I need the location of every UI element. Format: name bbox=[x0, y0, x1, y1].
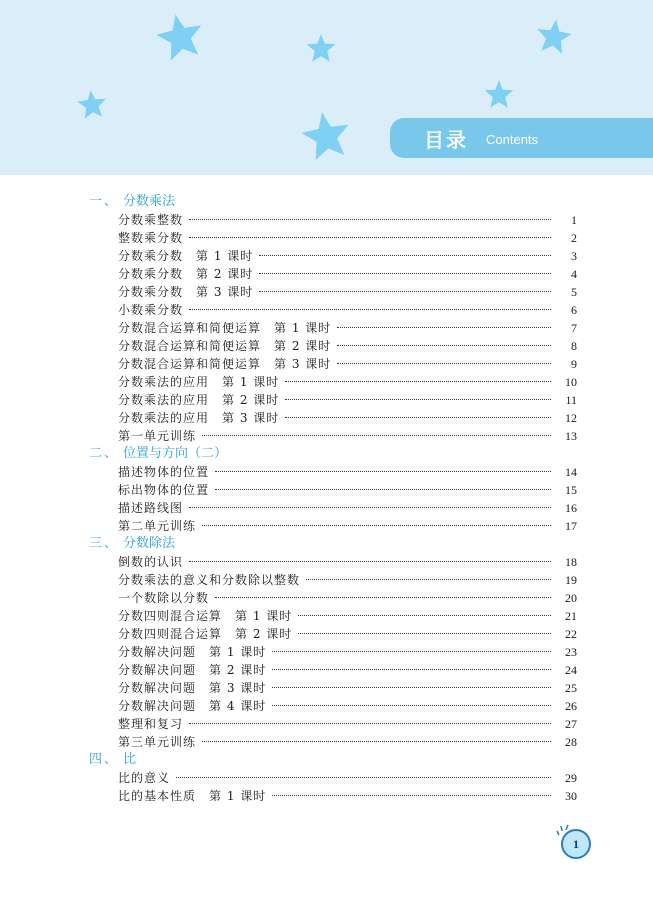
star-icon bbox=[300, 110, 352, 160]
page-number: 1 bbox=[573, 837, 579, 851]
toc-entry-page: 13 bbox=[565, 429, 577, 443]
toc-entry-label: 分数解决问题 第 2 课时 bbox=[118, 663, 267, 677]
dot-leader bbox=[189, 236, 551, 238]
toc-entry[interactable] bbox=[0, 661, 653, 679]
dot-leader bbox=[189, 218, 551, 220]
section-number: 二、 bbox=[89, 446, 120, 461]
toc-entry[interactable] bbox=[0, 319, 653, 337]
toc-entry-page: 23 bbox=[565, 645, 577, 659]
toc-entry-page: 19 bbox=[565, 573, 577, 587]
toc-entry[interactable] bbox=[0, 625, 653, 643]
toc-entry-page: 4 bbox=[571, 267, 577, 281]
toc-entry-label: 分数乘法的意义和分数除以整数 bbox=[118, 573, 301, 587]
toc-entry-label: 分数乘分数 第 1 课时 bbox=[118, 249, 254, 263]
toc-entry-label: 第一单元训练 bbox=[118, 429, 197, 443]
dot-leader bbox=[272, 650, 551, 652]
toc-entry-page: 1 bbox=[571, 213, 577, 227]
section-title: 位置与方向（二） bbox=[123, 446, 228, 461]
star-icon bbox=[305, 33, 337, 63]
section-heading bbox=[0, 445, 653, 463]
toc-entry[interactable] bbox=[0, 427, 653, 445]
toc-entry-label: 分数乘分数 第 3 课时 bbox=[118, 285, 254, 299]
page-number-badge bbox=[561, 829, 591, 859]
dot-leader bbox=[272, 686, 551, 688]
toc-entry-page: 28 bbox=[565, 735, 577, 749]
toc-entry-label: 分数混合运算和简便运算 第 2 课时 bbox=[118, 339, 332, 353]
toc-entry-page: 27 bbox=[565, 717, 577, 731]
toc-entry[interactable] bbox=[0, 733, 653, 751]
toc-entry-label: 第二单元训练 bbox=[118, 519, 197, 533]
star-icon bbox=[76, 89, 108, 119]
star-icon bbox=[155, 12, 205, 60]
toc-entry-label: 分数乘法的应用 第 1 课时 bbox=[118, 375, 280, 389]
dot-leader bbox=[215, 470, 551, 472]
toc-entry[interactable] bbox=[0, 409, 653, 427]
toc-entry-page: 7 bbox=[571, 321, 577, 335]
toc-entry-page: 2 bbox=[571, 231, 577, 245]
toc-entry[interactable] bbox=[0, 643, 653, 661]
dot-leader bbox=[337, 344, 551, 346]
toc-entry-page: 22 bbox=[565, 627, 577, 641]
toc-entry-label: 分数解决问题 第 3 课时 bbox=[118, 681, 267, 695]
star-icon bbox=[535, 18, 573, 54]
toc-entry[interactable] bbox=[0, 697, 653, 715]
toc-entry-page: 18 bbox=[565, 555, 577, 569]
toc-entry-label: 比的意义 bbox=[118, 771, 171, 785]
toc-entry-page: 30 bbox=[565, 789, 577, 803]
toc-entry[interactable] bbox=[0, 481, 653, 499]
dot-leader bbox=[259, 272, 551, 274]
dot-leader bbox=[202, 740, 551, 742]
dot-leader bbox=[259, 290, 551, 292]
toc-entry-page: 12 bbox=[565, 411, 577, 425]
toc-entry[interactable] bbox=[0, 607, 653, 625]
toc-entry-label: 小数乘分数 bbox=[118, 303, 184, 317]
toc-entry-label: 分数乘分数 第 2 课时 bbox=[118, 267, 254, 281]
toc-entry-page: 25 bbox=[565, 681, 577, 695]
toc-entry-page: 14 bbox=[565, 465, 577, 479]
toc-entry[interactable] bbox=[0, 301, 653, 319]
toc-entry[interactable] bbox=[0, 499, 653, 517]
toc-entry[interactable] bbox=[0, 679, 653, 697]
title-english: Contents bbox=[486, 132, 539, 147]
dot-leader bbox=[189, 308, 551, 310]
toc-entry[interactable] bbox=[0, 283, 653, 301]
toc-entry-label: 分数乘法的应用 第 2 课时 bbox=[118, 393, 280, 407]
contents-title-banner bbox=[390, 118, 653, 158]
toc-entry-label: 一个数除以分数 bbox=[118, 591, 210, 605]
toc-entry-label: 描述路线图 bbox=[118, 501, 184, 515]
toc-entry[interactable] bbox=[0, 265, 653, 283]
toc-entry-label: 分数混合运算和简便运算 第 1 课时 bbox=[118, 321, 332, 335]
section-title: 分数乘法 bbox=[123, 194, 176, 209]
section-heading bbox=[0, 535, 653, 553]
toc-entry[interactable] bbox=[0, 517, 653, 535]
table-of-contents bbox=[0, 193, 653, 805]
header-banner bbox=[0, 0, 653, 175]
toc-entry-page: 10 bbox=[565, 375, 577, 389]
toc-entry-page: 8 bbox=[571, 339, 577, 353]
dot-leader bbox=[189, 506, 551, 508]
dot-leader bbox=[306, 578, 551, 580]
toc-entry-label: 分数四则混合运算 第 2 课时 bbox=[118, 627, 293, 641]
toc-entry[interactable] bbox=[0, 373, 653, 391]
toc-entry[interactable] bbox=[0, 391, 653, 409]
toc-entry-page: 6 bbox=[571, 303, 577, 317]
section-title: 比 bbox=[123, 752, 137, 767]
dot-leader bbox=[272, 704, 551, 706]
dot-leader bbox=[272, 668, 551, 670]
dot-leader bbox=[285, 380, 551, 382]
section-number: 一、 bbox=[89, 194, 120, 209]
toc-entry[interactable] bbox=[0, 229, 653, 247]
toc-entry[interactable] bbox=[0, 463, 653, 481]
toc-entry[interactable] bbox=[0, 571, 653, 589]
dot-leader bbox=[337, 326, 551, 328]
dot-leader bbox=[202, 434, 551, 436]
toc-entry-label: 分数四则混合运算 第 1 课时 bbox=[118, 609, 293, 623]
toc-entry[interactable] bbox=[0, 769, 653, 787]
toc-entry-page: 17 bbox=[565, 519, 577, 533]
toc-entry-page: 5 bbox=[571, 285, 577, 299]
toc-entry-label: 比的基本性质 第 1 课时 bbox=[118, 789, 267, 803]
toc-entry-label: 分数混合运算和简便运算 第 3 课时 bbox=[118, 357, 332, 371]
toc-entry[interactable] bbox=[0, 589, 653, 607]
toc-entry[interactable] bbox=[0, 787, 653, 805]
dot-leader bbox=[272, 794, 551, 796]
star-icon bbox=[483, 79, 515, 109]
dot-leader bbox=[202, 524, 551, 526]
dot-leader bbox=[298, 632, 551, 634]
toc-entry-label: 描述物体的位置 bbox=[118, 465, 210, 479]
toc-entry-label: 分数乘法的应用 第 3 课时 bbox=[118, 411, 280, 425]
toc-entry-page: 26 bbox=[565, 699, 577, 713]
toc-entry-label: 第三单元训练 bbox=[118, 735, 197, 749]
dot-leader bbox=[176, 776, 551, 778]
toc-entry-label: 分数解决问题 第 4 课时 bbox=[118, 699, 267, 713]
section-title: 分数除法 bbox=[123, 536, 176, 551]
toc-entry-page: 9 bbox=[571, 357, 577, 371]
dot-leader bbox=[215, 596, 551, 598]
toc-entry[interactable] bbox=[0, 715, 653, 733]
dot-leader bbox=[189, 560, 551, 562]
toc-entry-page: 3 bbox=[571, 249, 577, 263]
toc-entry-label: 标出物体的位置 bbox=[118, 483, 210, 497]
toc-entry-label: 整理和复习 bbox=[118, 717, 184, 731]
toc-entry-page: 11 bbox=[565, 393, 577, 407]
section-number: 四、 bbox=[89, 752, 120, 767]
title-chinese: 目录 bbox=[424, 128, 468, 152]
toc-entry[interactable] bbox=[0, 337, 653, 355]
toc-entry-page: 29 bbox=[565, 771, 577, 785]
toc-entry-page: 24 bbox=[565, 663, 577, 677]
dot-leader bbox=[215, 488, 551, 490]
toc-entry-page: 20 bbox=[565, 591, 577, 605]
toc-entry-label: 整数乘分数 bbox=[118, 231, 184, 245]
toc-entry[interactable] bbox=[0, 211, 653, 229]
toc-entry-page: 16 bbox=[565, 501, 577, 515]
dot-leader bbox=[259, 254, 551, 256]
dot-leader bbox=[189, 722, 551, 724]
toc-entry-page: 21 bbox=[565, 609, 577, 623]
toc-entry[interactable] bbox=[0, 247, 653, 265]
toc-entry[interactable] bbox=[0, 355, 653, 373]
section-heading bbox=[0, 751, 653, 769]
toc-entry-page: 15 bbox=[565, 483, 577, 497]
section-number: 三、 bbox=[89, 536, 120, 551]
dot-leader bbox=[285, 416, 551, 418]
dot-leader bbox=[337, 362, 551, 364]
toc-entry-label: 分数解决问题 第 1 课时 bbox=[118, 645, 267, 659]
toc-entry-label: 分数乘整数 bbox=[118, 213, 184, 227]
toc-entry-label: 倒数的认识 bbox=[118, 555, 184, 569]
dot-leader bbox=[298, 614, 551, 616]
toc-entry[interactable] bbox=[0, 553, 653, 571]
dot-leader bbox=[285, 398, 551, 400]
section-heading bbox=[0, 193, 653, 211]
